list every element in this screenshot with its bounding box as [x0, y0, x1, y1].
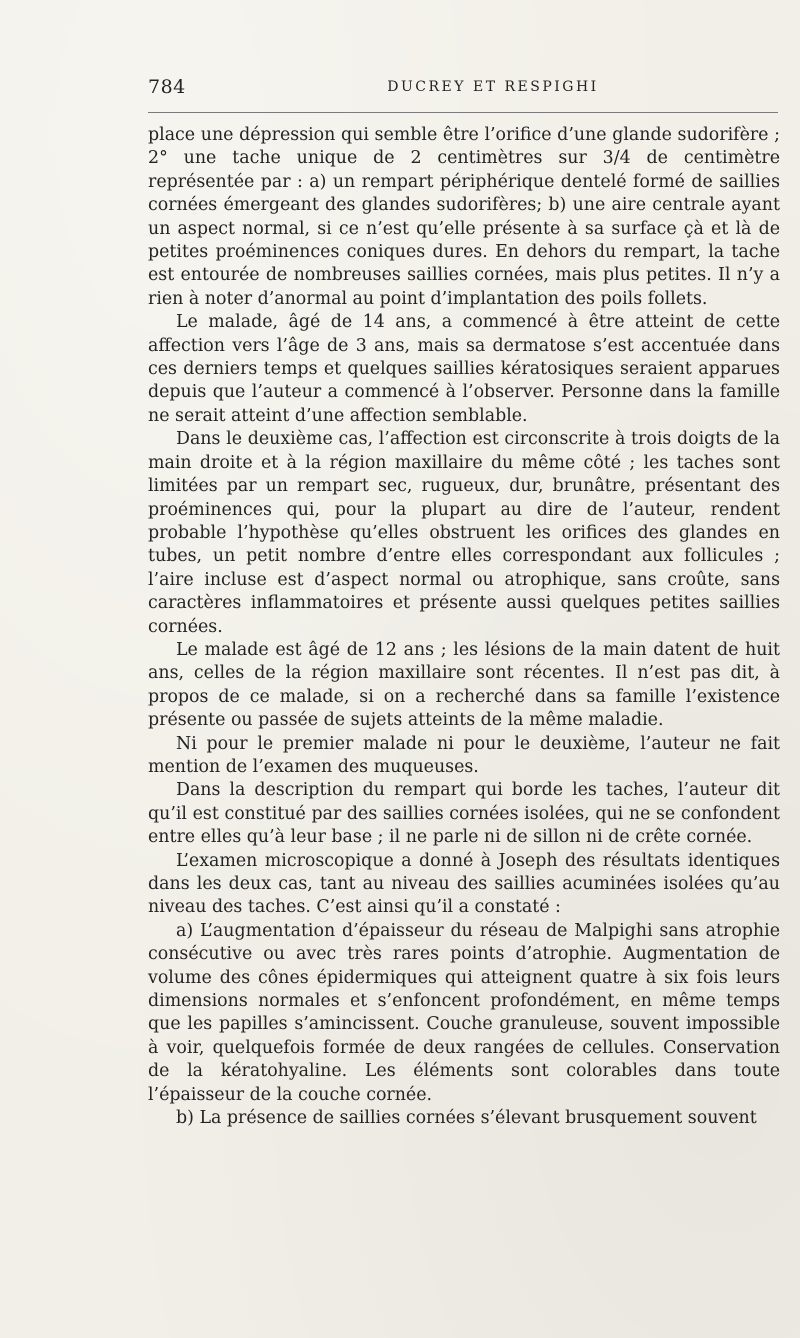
paragraph: a) L’augmentation d’épaisseur du réseau de Malpighi sans atrophie consécutive ou avec très rares points d’atrophie. Augmentation de volume des cônes épidermiques qui atteignent quatre à six fois leurs dimensions normales et s’enfoncent profondément, en même temps que les papilles s’amincissent. Couche granuleuse, souvent impossible à voir, quelquefois formée de deux rangées de cellules. Conservation de la kératohyaline. Les éléments sont colorables dans toute l’épaisseur de la couche cornée.: [148, 920, 780, 1105]
page-header: [148, 76, 778, 106]
paragraph: Ni pour le premier malade ni pour le deuxième, l’auteur ne fait mention de l’examen des muqueuses.: [148, 733, 780, 777]
header-rule: [148, 112, 778, 113]
paragraph: L’examen microscopique a donné à Joseph des résultats identiques dans les deux cas, tant au niveau des saillies acuminées isolées qu’au niveau des taches. C’est ainsi qu’il a constaté :: [148, 850, 780, 918]
paragraph: Le malade, âgé de 14 ans, a commencé à être atteint de cette affection vers l’âge de 3 ans, mais sa dermatose s’est accentuée dans ces derniers temps et quelques saillies kératosiques seraient apparues depuis que l’auteur a commencé à l’observer. Personne dans la famille ne serait atteint d’une affection semblable.: [148, 312, 780, 426]
paragraph: Le malade est âgé de 12 ans ; les lésions de la main datent de huit ans, celles de la région maxillaire sont récentes. Il n’est pas dit, à propos de ce malade, si on a recherché dans sa famille l’existence présente ou passée de sujets atteints de la même maladie.: [148, 639, 780, 731]
running-head: DUCREY ET RESPIGHI: [387, 79, 599, 95]
paragraph: Dans le deuxième cas, l’affection est circonscrite à trois doigts de la main droite et à la région maxillaire du même côté ; les taches sont limitées par un rempart sec, rugueux, dur, brunâtre, présentant des proéminences qui, pour la plupart au dire de l’auteur, rendent probable l’hypothèse qu’elles obstruent les orifices des glandes en tubes, un petit nombre d’entre elles correspondant aux follicules ; l’aire incluse est d’aspect normal ou atrophique, sans croûte, sans caractères inflammatoires et présente aussi quelques petites saillies cornées.: [148, 429, 780, 637]
body-text: [148, 124, 780, 1130]
paragraph: place une dépression qui semble être l’orifice d’une glande sudorifère ; 2° une tache unique de 2 centimètres sur 3/4 de centimètre représentée par : a) un rempart périphérique dentelé formé de saillies cornées émergeant des glandes sudorifères; b) une aire centrale ayant un aspect normal, si ce n’est qu’elle présente à sa surface çà et là de petites proéminences coniques dures. En dehors du rempart, la tache est entourée de nombreuses saillies cornées, mais plus petites. Il n’y a rien à noter d’anormal au point d’implantation des poils follets.: [148, 125, 780, 309]
paragraph: b) La présence de saillies cornées s’élevant brusquement souvent: [176, 1108, 757, 1129]
paragraph: Dans la description du rempart qui borde les taches, l’auteur dit qu’il est constitué par des saillies cornées isolées, qui ne se confondent entre elles qu’à leur base ; il ne parle ni de sillon ni de crête cornée.: [148, 780, 780, 848]
page-number: 784: [148, 76, 186, 98]
